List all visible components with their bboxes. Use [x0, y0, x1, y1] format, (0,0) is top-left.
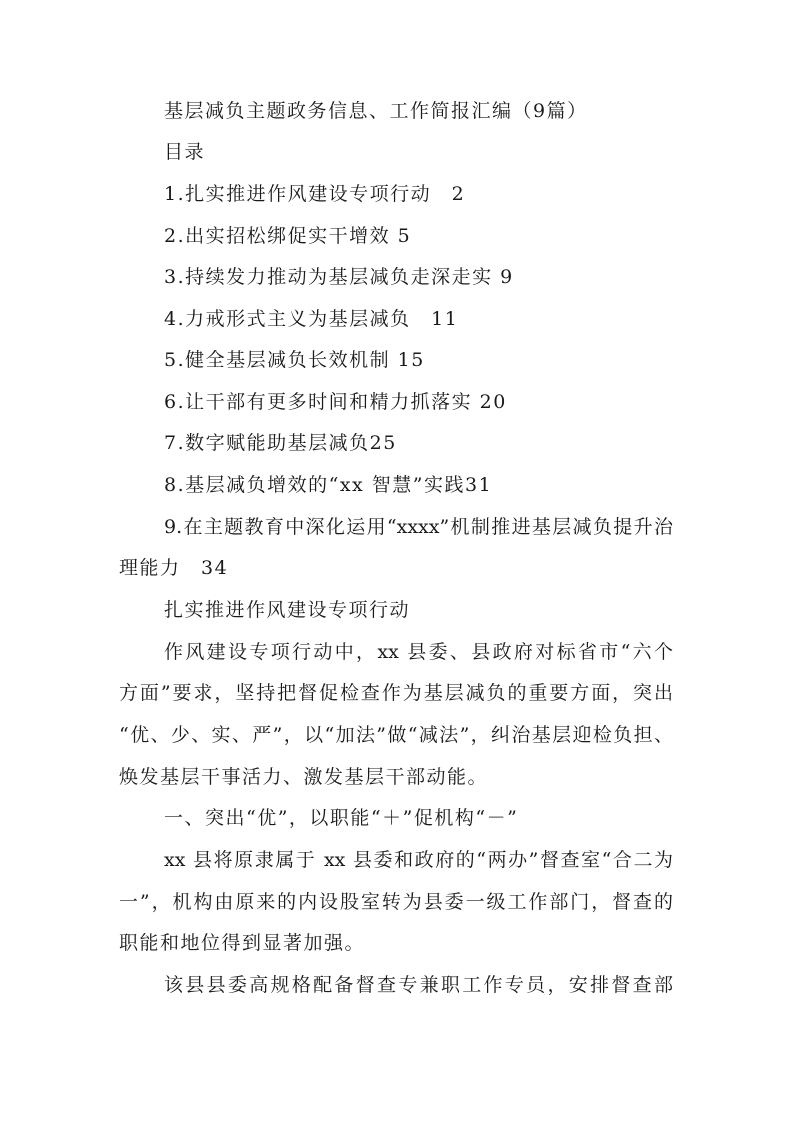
paragraph-text: 该县县委高规格配备督查专兼职工作专员，安排督查部 — [164, 974, 673, 996]
paragraph-1-line-4: 焕发基层干事活力、激发基层干部动能。 — [119, 766, 489, 788]
paragraph-2-line-3: 职能和地位得到显著加强。 — [119, 932, 366, 954]
toc-item-1: 1.扎实推进作风建设专项行动 2 — [164, 183, 466, 205]
toc-item-2: 2.出实招松绑促实干增效 5 — [164, 225, 412, 247]
paragraph-text: 方面”要求，坚持把督促检查作为基层减负的重要方面，突出 — [119, 682, 673, 704]
paragraph-1-line-1 — [0, 632, 793, 672]
toc-item-5: 5.健全基层减负长效机制 15 — [164, 349, 425, 371]
paragraph-text: xx 县将原隶属于 xx 县委和政府的“两办”督查室“合二为 — [164, 849, 673, 871]
sub-heading: 一、突出“优”，以职能“＋”促机构“－” — [164, 807, 519, 829]
toc-item-6: 6.让干部有更多时间和精力抓落实 20 — [164, 391, 507, 413]
paragraph-2-line-2 — [0, 882, 793, 922]
paragraph-text: “优、少、实、严”，以“加法”做“减法”，纠治基层迎检负担、 — [119, 724, 673, 746]
toc-item-3: 3.持续发力推动为基层减负走深走实 9 — [164, 266, 514, 288]
section-title: 扎实推进作风建设专项行动 — [164, 599, 411, 621]
paragraph-1-line-2 — [0, 673, 793, 713]
toc-item-9-continuation: 理能力 34 — [119, 557, 229, 579]
toc-item-7: 7.数字赋能助基层减负25 — [164, 432, 397, 454]
toc-heading: 目录 — [164, 141, 206, 163]
paragraph-text: 一”，机构由原来的内设股室转为县委一级工作部门，督查的 — [119, 891, 673, 913]
toc-item-9 — [0, 507, 793, 547]
paragraph-2-line-1 — [0, 840, 793, 880]
paragraph-1-line-3 — [0, 715, 793, 755]
toc-item-4: 4.力戒形式主义为基层减负 11 — [164, 308, 459, 330]
toc-item-9-text: 9.在主题教育中深化运用“xxxx”机制推进基层减负提升治 — [164, 516, 673, 538]
document-title: 基层减负主题政务信息、工作简报汇编（9篇） — [164, 100, 588, 122]
paragraph-text: 作风建设专项行动中，xx 县委、县政府对标省市“六个 — [164, 641, 673, 663]
paragraph-3-line-1 — [0, 965, 793, 1005]
toc-item-8: 8.基层减负增效的“xx 智慧”实践31 — [164, 474, 493, 496]
